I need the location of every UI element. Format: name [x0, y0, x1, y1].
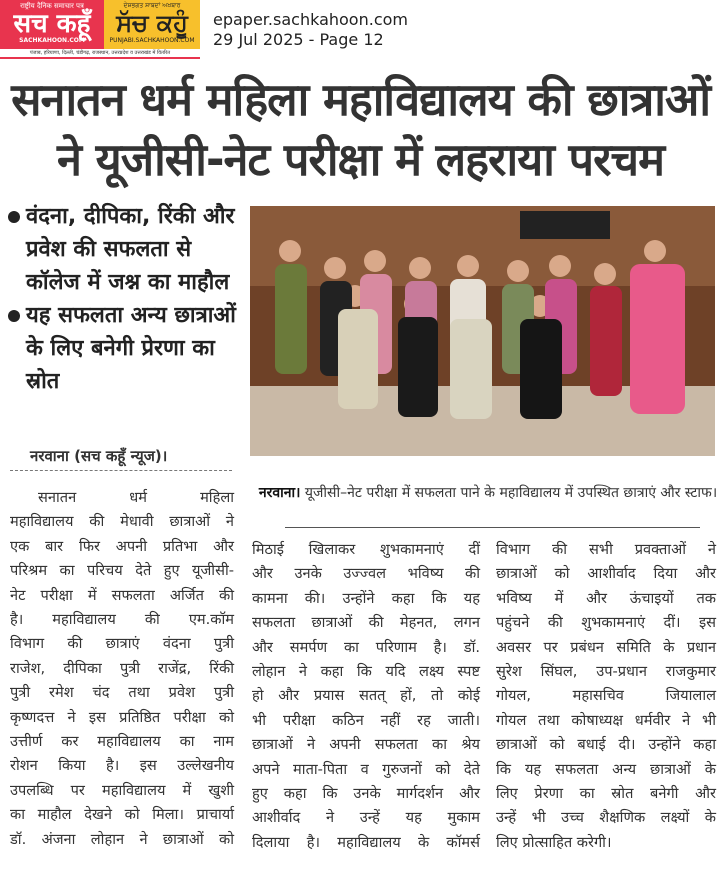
highlight-text: वंदना, दीपिका, रिंकी और प्रवेश की सफलता से कॉलेज में जश्न का माहौल: [26, 204, 235, 295]
caption-text: यूजीसी–नेट परीक्षा में सफलता पाने के महाविद्यालय में उपस्थित छात्राएं और स्टाफ।: [300, 485, 718, 501]
text-line: सफलता छात्राओं की मेहनत, लगन: [252, 614, 480, 632]
highlights: [8, 200, 240, 398]
sach-kahoon-logo[interactable]: [0, 0, 104, 49]
text-line: छात्राओं को बधाई दी। उन्होंने कहा: [496, 736, 716, 754]
text-line: हो और प्रयास सतत् हों, तो कोई: [252, 687, 480, 705]
text-line: डॉ. अंजना लोहान ने छात्राओं को: [10, 830, 234, 848]
highlight-item: [8, 299, 240, 398]
text-line: आशीर्वाद ने उन्हें यह मुकाम: [252, 809, 480, 827]
punjabi-logo[interactable]: [104, 0, 200, 49]
headline-line-2: ने यूजीसी-नेट परीक्षा में लहराया परचम: [57, 133, 664, 186]
bullet-icon: [8, 310, 20, 322]
logo-url: SACHKAHOON.COM: [19, 37, 85, 44]
text-line: विभाग की सभी प्रवक्ताओं ने: [496, 541, 716, 558]
text-line: पुत्री रमेश चंद तथा प्रवेश पुत्री: [10, 684, 234, 702]
text-line: लिए प्रोत्साहित करेगी।: [496, 833, 612, 851]
caption-divider: [285, 527, 700, 528]
text-line: अपने माता-पिता व गुरुजनों को देते: [252, 760, 480, 778]
photo-illustration: [250, 206, 715, 456]
text-line: हुए कहा कि उनके मार्गदर्शन और: [252, 785, 480, 803]
text-line: उन्हें भी उच्च शैक्षणिक लक्ष्यों के: [496, 809, 716, 827]
logo-url: PUNJABI.SACHKAHOON.COM: [109, 37, 195, 44]
text-line: नेट परीक्षा में सफलता अर्जित की: [10, 586, 234, 604]
group-photo: [250, 206, 715, 456]
site-url[interactable]: epaper.sachkahoon.com: [213, 10, 408, 29]
logo-name: ਸੱਚ ਕਹੂੰ: [116, 9, 188, 37]
text-line: का माहौल देखने को मिला। प्राचार्या: [10, 806, 234, 824]
divider: [10, 470, 232, 471]
text-line: छात्राओं को आशीर्वाद दिया और: [496, 565, 716, 583]
text-line: रोशन किया है। इस उल्लेखनीय: [10, 757, 234, 775]
article-column-2: [252, 538, 480, 855]
text-line: अवसर पर प्रबंधन समिति के प्रधान: [496, 638, 716, 656]
text-line: लिए प्रेरणा का स्रोत बनेगी और: [496, 785, 716, 803]
text-line: कृष्णदत्त ने इस प्रतिष्ठित परीक्षा को: [10, 708, 234, 726]
highlight-item: [8, 200, 240, 299]
text-line: सुरेश सिंघल, उप-प्रधान राजकुमार: [496, 663, 716, 681]
text-line: मिठाई खिलाकर शुभकामनाएं दीं: [252, 541, 480, 558]
text-line: भी परीक्षा कठिन नहीं रह जाती।: [252, 711, 480, 729]
text-line: परिश्रम का परिचय देते हुए यूजीसी-: [10, 562, 234, 580]
bullet-icon: [8, 211, 20, 223]
article-column-1: [10, 486, 234, 852]
text-line: विभाग की छात्राएं वंदना पुत्री: [10, 635, 234, 653]
site-info: [213, 10, 408, 50]
text-line: उपलब्धि पर महाविद्यालय में खुशी: [10, 781, 234, 799]
text-line: है। महाविद्यालय की एम.कॉम: [10, 611, 234, 629]
text-line: और उनके उज्ज्वल भविष्य की: [252, 565, 480, 583]
caption-place: नरवाना।: [258, 485, 301, 501]
date-page: 29 Jul 2025 - Page 12: [213, 30, 384, 49]
text-line: गोयल तथा कोषाध्यक्ष धर्मवीर ने भी: [496, 711, 716, 729]
text-line: उत्तीर्ण कर महाविद्यालय का नाम: [10, 733, 234, 751]
logo-tagline: राष्ट्रीय दैनिक समाचार पत्र: [20, 2, 84, 10]
distribution-strip: पंजाब, हरियाणा, दिल्ली, चंडीगढ़, राजस्थान, उत्तरप्रदेश व उत्तराखंड में वितरित: [0, 49, 200, 59]
text-line: छात्राओं ने अपनी सफलता का श्रेय: [252, 736, 480, 754]
text-line: कि यह सफलता अन्य छात्राओं के: [496, 760, 716, 778]
text-line: सनातन धर्म महिला: [38, 489, 234, 506]
logo-name: सच कहूँ: [13, 9, 91, 39]
text-line: गोयल, महासचिव जियालाल: [496, 687, 716, 705]
text-line: पहुंचने की शुभकामनाएं दीं। इस: [496, 614, 716, 632]
text-line: महाविद्यालय की मेधावी छात्राओं ने: [10, 513, 234, 531]
logo-tagline: ਦੇਸ਼ਭਗਤ ਸ਼ਾਬਦਾਂ ਅਖ਼ਬਾਰ: [123, 2, 181, 9]
headline: [0, 70, 721, 190]
dateline: नरवाना (सच कहूँ न्यूज)।: [30, 447, 168, 465]
text-line: राजेश, दीपिका पुत्री राजेंद्र, रिंकी: [10, 659, 234, 677]
text-line: एक बार फिर अपनी प्रतिभा और: [10, 537, 234, 555]
highlight-text: यह सफलता अन्य छात्राओं के लिए बनेगी प्रेरणा का स्रोत: [26, 303, 236, 394]
article-column-3: [496, 538, 716, 855]
text-line: भविष्य में और ऊंचाइयों तक: [496, 589, 716, 607]
text-line: और समर्पण का परिणाम है। डॉ.: [252, 638, 480, 656]
text-line: दिलाया है। महाविद्यालय के कॉमर्स: [252, 833, 480, 851]
text-line: लोहान ने कहा कि यदि लक्ष्य स्पष्ट: [252, 663, 480, 681]
headline-line-1: सनातन धर्म महिला महाविद्यालय की छात्राओं: [11, 73, 710, 126]
photo-caption: [258, 482, 718, 504]
text-line: कामना की। उन्होंने कहा कि यह: [252, 589, 480, 607]
